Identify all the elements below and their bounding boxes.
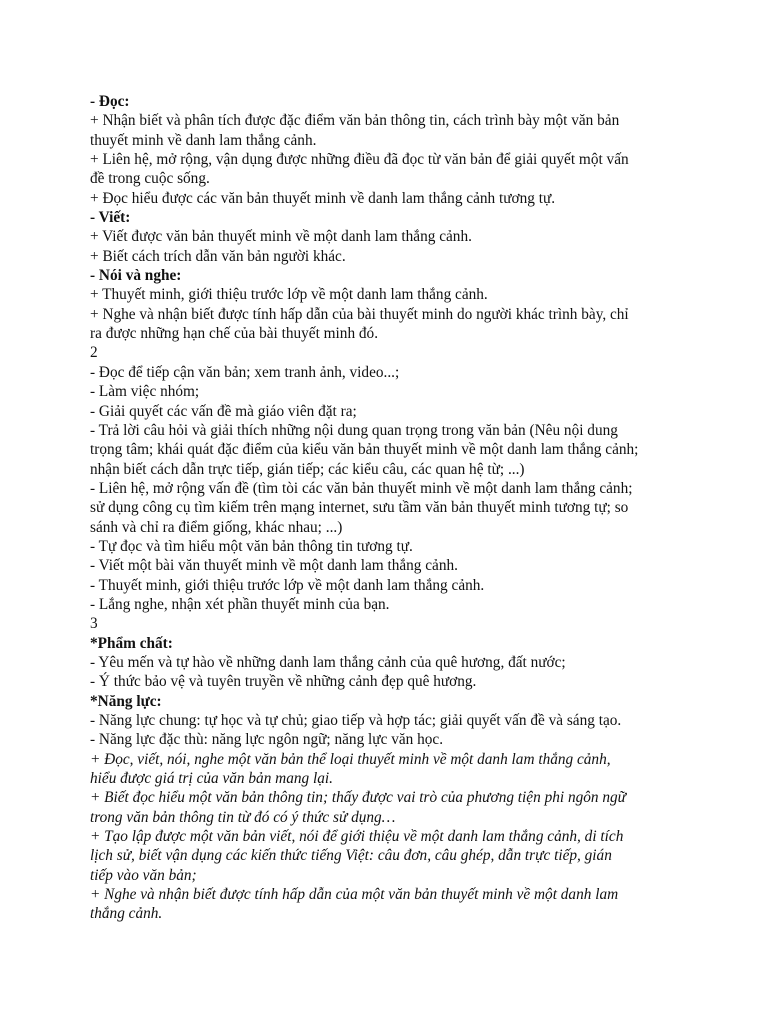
text-line: - Viết một bài văn thuyết minh về một danh lam thắng cảnh. [90, 557, 458, 575]
text-line: + Biết cách trích dẫn văn bản người khác. [90, 247, 346, 265]
text-line: - Năng lực đặc thù: năng lực ngôn ngữ; năng lực văn học. [90, 731, 444, 749]
text-line: + Viết được văn bản thuyết minh về một danh lam thắng cảnh. [90, 228, 472, 246]
text-line: - Năng lực chung: tự học và tự chủ; giao tiếp và hợp tác; giải quyết vấn đề và sáng tạo. [90, 712, 622, 729]
text-line: + Nghe và nhận biết được tính hấp dẫn của một văn bản thuyết minh về một danh lam [90, 886, 619, 904]
text-line: hiểu được giá trị của văn bản mang lại. [90, 770, 333, 788]
text-line: lịch sử, biết vận dụng các kiến thức tiếng Việt: câu đơn, câu ghép, dẫn trực tiếp, gián [90, 847, 612, 865]
text-line: ra được những hạn chế của bài thuyết minh đó. [90, 325, 379, 343]
text-line: - Lắng nghe, nhận xét phần thuyết minh của bạn. [90, 595, 390, 613]
section-heading: - Viết: [90, 209, 131, 227]
text-line: - Tự đọc và tìm hiểu một văn bản thông tin tương tự. [90, 537, 413, 555]
document-body [90, 92, 690, 924]
text-line: - Đọc để tiếp cận văn bản; xem tranh ảnh, video...; [90, 363, 400, 381]
text-line: trong văn bản thông tin từ đó có ý thức sử dụng… [90, 808, 396, 826]
text-line: nhận biết cách dẫn trực tiếp, gián tiếp; các kiểu câu, các quan hệ từ; ...) [90, 460, 525, 478]
text-line: tiếp vào văn bản; [90, 866, 197, 884]
section-heading: - Nói và nghe: [90, 267, 182, 285]
text-line: - Làm việc nhóm; [90, 383, 200, 401]
text-line: - Yêu mến và tự hào về những danh lam thắng cảnh của quê hương, đất nước; [90, 653, 566, 671]
text-line: - Liên hệ, mở rộng vấn đề (tìm tòi các văn bản thuyết minh về một danh lam thắng cảnh; [90, 479, 633, 497]
text-line: 3 [90, 615, 98, 633]
section-heading: - Đọc: [90, 93, 130, 110]
text-line: - Ý thức bảo vệ và tuyên truyền về những cảnh đẹp quê hương. [90, 673, 477, 691]
text-line: đề trong cuộc sống. [90, 170, 210, 188]
section-heading: *Năng lực: [90, 692, 162, 710]
text-line: + Liên hệ, mở rộng, vận dụng được những điều đã đọc từ văn bản để giải quyết một vấn [90, 151, 629, 169]
text-line: - Giải quyết các vấn đề mà giáo viên đặt ra; [90, 402, 357, 420]
text-line: + Nghe và nhận biết được tính hấp dẫn của bài thuyết minh do người khác trình bày, chỉ [90, 305, 629, 323]
text-line: trọng tâm; khái quát đặc điểm của kiểu văn bản thuyết minh về một danh lam thắng cảnh; [90, 441, 639, 459]
text-line: sánh và chỉ ra điểm giống, khác nhau; ...) [90, 518, 343, 536]
text-line: + Biết đọc hiểu một văn bản thông tin; thấy được vai trò của phương tiện phi ngôn ngữ [90, 789, 627, 807]
text-line: 2 [90, 344, 98, 362]
text-line: - Trả lời câu hỏi và giải thích những nội dung quan trọng trong văn bản (Nêu nội dung [90, 421, 618, 439]
text-line: - Thuyết minh, giới thiệu trước lớp về một danh lam thắng cảnh. [90, 576, 485, 594]
text-line: + Thuyết minh, giới thiệu trước lớp về một danh lam thắng cảnh. [90, 286, 488, 304]
text-line: sử dụng công cụ tìm kiếm trên mạng internet, sưu tầm văn bản thuyết minh tương tự; so [90, 499, 629, 517]
text-line: + Đọc hiểu được các văn bản thuyết minh về danh lam thắng cảnh tương tự. [90, 189, 556, 207]
text-line: thuyết minh về danh lam thắng cảnh. [90, 131, 317, 149]
section-heading: *Phẩm chất: [90, 634, 173, 652]
text-line: + Tạo lập được một văn bản viết, nói để giới thiệu về một danh lam thắng cảnh, di tích [90, 828, 624, 846]
text-line: + Nhận biết và phân tích được đặc điểm văn bản thông tin, cách trình bày một văn bản [90, 112, 620, 130]
text-line: thắng cảnh. [90, 905, 163, 923]
text-line: + Đọc, viết, nói, nghe một văn bản thể loại thuyết minh về một danh lam thắng cảnh, [90, 750, 611, 768]
